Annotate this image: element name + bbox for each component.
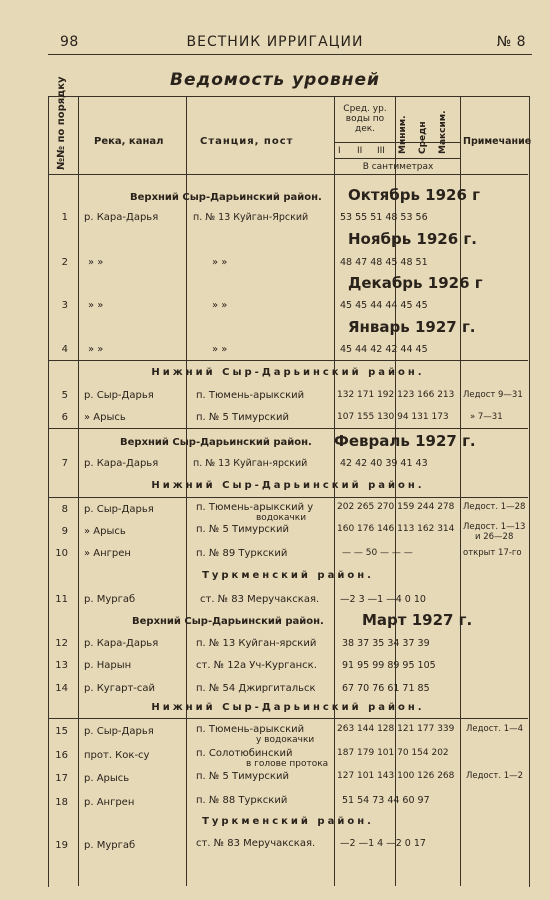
- level-values: 263 144 128 121 177 339: [337, 724, 455, 734]
- level-values: 160 176 146 113 162 314: [337, 524, 455, 534]
- section-rule: [48, 360, 528, 361]
- row-number: 16: [55, 750, 68, 761]
- river-name: р. Арысь: [84, 773, 130, 784]
- region-heading: Верхний Сыр-Дарьинский район.: [132, 616, 324, 627]
- row-number: 10: [55, 548, 68, 559]
- station-name: п. Тюмень-арыкский: [196, 390, 305, 401]
- row-number: 4: [61, 344, 68, 355]
- period-heading: Февраль 1927 г.: [334, 432, 476, 450]
- row-number: 15: [55, 726, 68, 737]
- period-heading: Ноябрь 1926 г.: [348, 230, 477, 248]
- row-number: 9: [61, 526, 68, 537]
- station-name: ст. № 83 Меручакская.: [196, 838, 316, 849]
- row-number: 6: [61, 412, 68, 423]
- col-station-header: Станция, пост: [200, 136, 294, 147]
- level-values: 91 95 99 89 95 105: [342, 660, 436, 671]
- col-divider: [78, 96, 79, 886]
- river-name: » Арысь: [84, 526, 126, 537]
- row-number: 12: [55, 638, 68, 649]
- river-name: » »: [88, 257, 104, 268]
- col-divider: [186, 96, 187, 886]
- unit-rule: [334, 158, 460, 159]
- row-number: 1: [61, 212, 68, 223]
- level-values: 187 179 101 70 154 202: [337, 748, 449, 758]
- river-name: р. Ангрен: [84, 797, 135, 808]
- row-number: 2: [61, 257, 68, 268]
- river-name: » »: [88, 300, 104, 311]
- section-rule: [48, 718, 528, 719]
- region-heading: Верхний Сыр-Дарьинский район.: [120, 437, 312, 448]
- unit-label: В сантиметрах: [362, 162, 434, 172]
- level-values: — — 50 — — —: [342, 548, 413, 558]
- river-name: р. Кара-Дарья: [84, 638, 159, 649]
- station-name: » »: [212, 344, 228, 355]
- level-values: 38 37 35 34 37 39: [342, 638, 430, 649]
- level-values: 45 44 42 42 44 45: [340, 344, 428, 355]
- level-values: 67 70 76 61 71 85: [342, 683, 430, 694]
- river-name: р. Сыр-Дарья: [84, 504, 154, 515]
- station-name: п. Солотюбинский: [196, 748, 293, 759]
- station-name: ст. № 83 Меручакская.: [200, 594, 320, 605]
- river-name: » Арысь: [84, 412, 126, 423]
- row-number: 5: [61, 390, 68, 401]
- level-values: 45 45 44 44 45 45: [340, 300, 428, 311]
- header-rule: [48, 54, 532, 55]
- river-name: » Ангрен: [84, 548, 131, 559]
- document-title: Ведомость уровней: [170, 70, 380, 90]
- note-text: Ледост. 1—2: [466, 771, 524, 781]
- region-heading: Нижний Сыр-Дарьинский район.: [151, 480, 425, 491]
- station-name: п. № 89 Туркский: [196, 548, 288, 559]
- col-divider: [460, 96, 461, 886]
- period-heading: Октябрь 1926 г: [348, 186, 480, 204]
- station-name: » »: [212, 257, 228, 268]
- period-heading: Январь 1927 г.: [348, 318, 476, 336]
- station-name: п. № 13 Куйган-Ярский: [193, 212, 309, 223]
- issue-number: № 8: [496, 34, 526, 50]
- row-number: 14: [55, 683, 68, 694]
- col-note-header: Примечание: [463, 136, 532, 147]
- river-name: р. Мургаб: [84, 594, 136, 605]
- station-subline: у водокачки: [256, 735, 315, 745]
- col-avg-header: Сред. ур. воды по дек.: [343, 104, 387, 134]
- period-heading: Декабрь 1926 г: [348, 274, 483, 292]
- section-rule: [48, 497, 528, 498]
- row-number: 17: [55, 773, 68, 784]
- river-name: р. Нарын: [84, 660, 132, 671]
- river-name: р. Сыр-Дарья: [84, 726, 154, 737]
- level-values: 42 42 40 39 41 43: [340, 458, 428, 469]
- station-name: » »: [212, 300, 228, 311]
- river-name: » »: [88, 344, 104, 355]
- level-values: 107 155 130 94 131 173: [337, 412, 449, 422]
- station-name: п. Тюмень-арыкский у: [196, 502, 314, 513]
- level-values: 127 101 143 100 126 268: [337, 771, 455, 781]
- river-name: р. Кара-Дарья: [84, 212, 159, 223]
- station-name: п. № 13 Куйган-ярский: [193, 458, 308, 469]
- note-text: » 7—31: [470, 412, 503, 422]
- station-name: п. № 5 Тимурский: [196, 771, 289, 782]
- station-name: п. № 54 Джиргитальск: [196, 683, 316, 694]
- station-subline: в голове протока: [246, 759, 329, 769]
- row-number: 8: [61, 504, 68, 515]
- page-number: 98: [60, 34, 79, 50]
- row-number: 18: [55, 797, 68, 808]
- note-text: Ледост 9—31: [463, 390, 523, 400]
- row-number: 13: [55, 660, 68, 671]
- col-dec3: III: [377, 146, 385, 156]
- level-values: 48 47 48 45 48 51: [340, 257, 428, 268]
- region-heading: Нижний Сыр-Дарьинский район.: [151, 367, 425, 378]
- col-avg-short-header: Средн: [418, 121, 428, 154]
- station-subline: водокачки: [256, 513, 307, 523]
- row-number: 19: [55, 840, 68, 851]
- region-heading: Туркменский район.: [202, 570, 374, 581]
- level-values: —2 —1 4 —2 0 17: [340, 838, 426, 849]
- river-name: р. Кара-Дарья: [84, 458, 159, 469]
- col-max-header: Максим.: [438, 110, 448, 154]
- station-name: ст. № 12а Уч-Курганск.: [196, 660, 317, 671]
- note-text: и 26—28: [475, 532, 514, 542]
- section-rule: [48, 428, 528, 429]
- region-heading: Туркменский район.: [202, 816, 374, 827]
- level-values: 132 171 192 123 166 213: [337, 390, 455, 400]
- col-min-header: Миним.: [398, 115, 408, 154]
- station-name: п. № 13 Куйган-ярский: [196, 638, 317, 649]
- station-name: п. № 5 Тимурский: [196, 524, 289, 535]
- note-text: Ледост. 1—13: [463, 522, 526, 532]
- col-dec1: I: [338, 146, 341, 156]
- note-text: открыт 17-го: [463, 548, 522, 558]
- level-values: 51 54 73 44 60 97: [342, 795, 430, 806]
- region-heading: Верхний Сыр-Дарьинский район.: [130, 192, 322, 203]
- river-name: р. Кугарт-сай: [84, 683, 156, 694]
- river-name: прот. Кок-су: [84, 750, 150, 761]
- row-number: 11: [55, 594, 68, 605]
- station-name: п. № 5 Тимурский: [196, 412, 289, 423]
- row-number: 7: [61, 458, 68, 469]
- col-divider: [334, 96, 335, 886]
- header-bottom-rule: [48, 174, 528, 175]
- level-values: 53 55 51 48 53 56: [340, 212, 428, 223]
- note-text: Ледост. 1—4: [466, 724, 524, 734]
- col-river-header: Река, канал: [94, 136, 164, 147]
- level-values: —2 3 —1 —4 0 10: [340, 594, 426, 605]
- station-name: п. № 88 Туркский: [196, 795, 288, 806]
- level-values: 202 265 270 159 244 278: [337, 502, 455, 512]
- period-heading: Март 1927 г.: [362, 611, 473, 629]
- row-number: 3: [61, 300, 68, 311]
- journal-title: ВЕСТНИК ИРРИГАЦИИ: [186, 34, 364, 50]
- river-name: р. Сыр-Дарья: [84, 390, 154, 401]
- col-num-header: №№ по порядку: [56, 76, 67, 170]
- note-text: Ледост. 1—28: [463, 502, 526, 512]
- river-name: р. Мургаб: [84, 840, 136, 851]
- col-dec2: II: [357, 146, 363, 156]
- station-name: п. Тюмень-арыкский: [196, 724, 305, 735]
- region-heading: Нижний Сыр-Дарьинский район.: [151, 702, 425, 713]
